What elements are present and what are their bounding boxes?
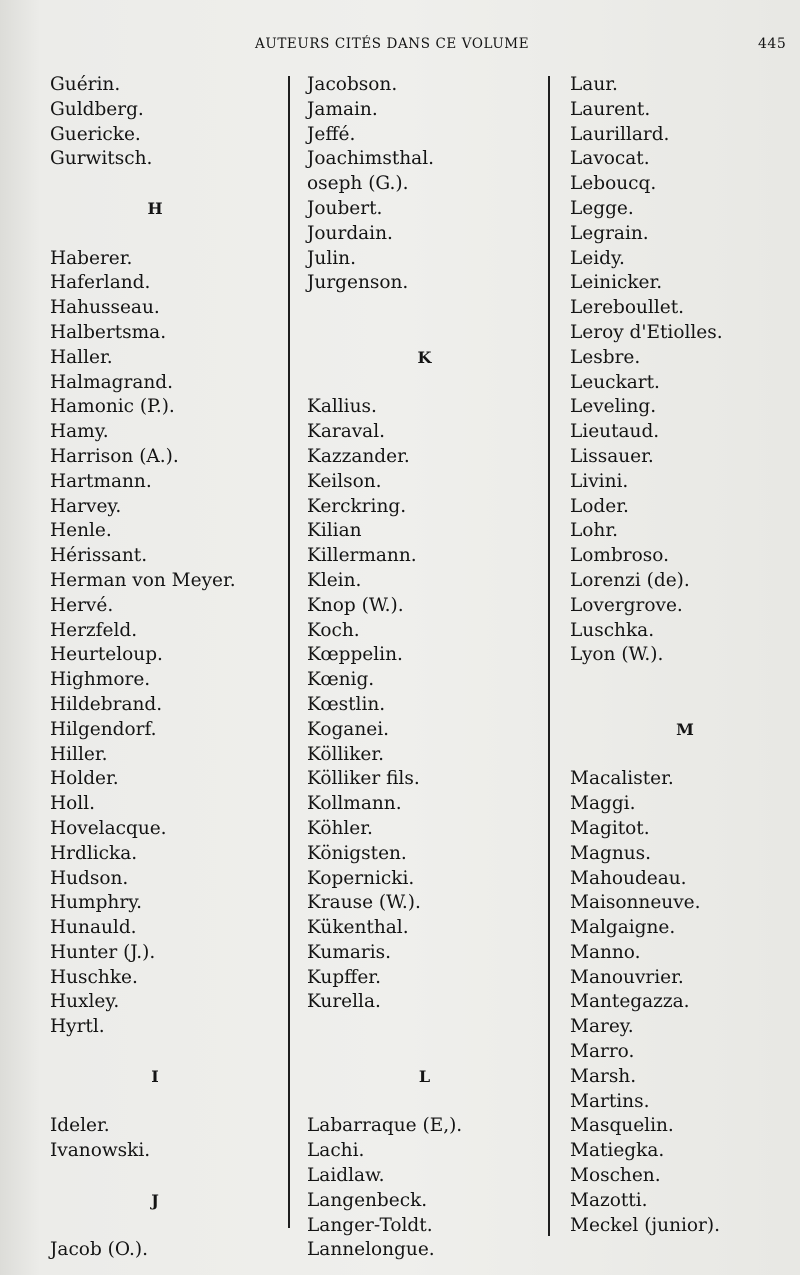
author-entry: Macalister. xyxy=(570,768,674,790)
author-entry: Masquelin. xyxy=(570,1115,674,1137)
author-entry: Malgaigne. xyxy=(570,917,676,939)
author-entry: Lovergrove. xyxy=(570,594,683,616)
author-entry: Highmore. xyxy=(50,669,151,691)
author-entry: Hilgendorf. xyxy=(50,718,157,740)
author-entry: Marsh. xyxy=(570,1065,637,1087)
spacer xyxy=(307,1090,542,1115)
author-entry: Kollmann. xyxy=(307,793,402,815)
author-entry: Karaval. xyxy=(307,421,386,443)
author-entry: Hovelacque. xyxy=(50,817,167,839)
author-entry: oseph (G.). xyxy=(307,173,409,195)
author-entry: Julin. xyxy=(307,247,356,269)
spacer xyxy=(50,1040,260,1065)
author-entry: Labarraque (E,). xyxy=(307,1115,463,1137)
author-entry: Leveling. xyxy=(570,396,657,418)
author-entry: Hamonic (P.). xyxy=(50,396,175,418)
author-entry: Heurteloup. xyxy=(50,644,163,666)
author-entry: Lannelongue. xyxy=(307,1239,435,1261)
section-letter: J xyxy=(151,1190,159,1210)
author-entry: Haferland. xyxy=(50,272,151,294)
author-entry: Marro. xyxy=(570,1041,635,1063)
author-entry: Kurella. xyxy=(307,991,381,1013)
author-entry: Martins. xyxy=(570,1090,650,1112)
author-entry: Langer-Toldt. xyxy=(307,1214,433,1236)
author-entry: Mahoudeau. xyxy=(570,867,687,889)
index-column-1 xyxy=(50,73,260,1263)
author-entry: Haller. xyxy=(50,346,113,368)
section-letter: M xyxy=(676,719,694,739)
spacer xyxy=(50,1164,260,1189)
author-entry: Kölliker fils. xyxy=(307,768,420,790)
author-entry: Leroy d'Etiolles. xyxy=(570,321,723,343)
author-entry: Leinicker. xyxy=(570,272,663,294)
author-entry: Lieutaud. xyxy=(570,421,660,443)
author-entry: Lohr. xyxy=(570,520,619,542)
section-letter: K xyxy=(417,347,432,367)
author-entry: Hahusseau. xyxy=(50,297,160,319)
author-entry: Kumaris. xyxy=(307,941,392,963)
author-entry: Legrain. xyxy=(570,222,649,244)
author-entry: Laur. xyxy=(570,74,618,95)
author-entry: Jourdain. xyxy=(307,222,393,244)
spacer xyxy=(307,1040,542,1065)
spacer xyxy=(50,172,260,197)
author-entry: Jamain. xyxy=(307,98,378,120)
author-entry: Keilson. xyxy=(307,470,382,492)
author-entry: Leuckart. xyxy=(570,371,660,393)
author-entry: Gurwitsch. xyxy=(50,148,153,170)
author-entry: Moschen. xyxy=(570,1165,661,1187)
author-entry: Maggi. xyxy=(570,793,636,815)
author-entry: Magnus. xyxy=(570,842,652,864)
spacer xyxy=(50,1214,260,1239)
spacer xyxy=(307,1015,542,1040)
author-entry: Lorenzi (de). xyxy=(570,569,690,591)
spacer xyxy=(307,321,542,346)
author-entry: Laidlaw. xyxy=(307,1165,385,1187)
author-entry: Jeffé. xyxy=(307,123,356,145)
column-divider xyxy=(548,76,550,1236)
spacer xyxy=(570,693,800,718)
spacer xyxy=(570,668,800,693)
author-entry: Hildebrand. xyxy=(50,693,163,715)
author-entry: Herzfeld. xyxy=(50,619,138,641)
section-letter: L xyxy=(418,1066,431,1086)
author-entry: Kupffer. xyxy=(307,966,381,988)
author-entry: Leidy. xyxy=(570,247,625,269)
author-entry: Lissauer. xyxy=(570,445,654,467)
author-entry: Hyrtl. xyxy=(50,1016,105,1038)
author-entry: Hudson. xyxy=(50,867,129,889)
author-entry: Joachimsthal. xyxy=(307,148,434,170)
author-entry: Magitot. xyxy=(570,817,650,839)
author-entry: Hamy. xyxy=(50,421,109,443)
index-column-2 xyxy=(307,73,542,1263)
running-title: AUTEURS CITÉS DANS CE VOLUME xyxy=(255,36,530,52)
author-entry: Laurillard. xyxy=(570,123,670,145)
author-entry: Ivanowski. xyxy=(50,1140,151,1162)
author-entry: Guericke. xyxy=(50,123,141,145)
author-entry: Guldberg. xyxy=(50,98,144,120)
author-entry: Huxley. xyxy=(50,991,120,1013)
author-entry: Manno. xyxy=(570,941,641,963)
author-entry: Kazzander. xyxy=(307,445,410,467)
author-entry: Loder. xyxy=(570,495,629,517)
author-entry: Koch. xyxy=(307,619,360,641)
author-entry: Marey. xyxy=(570,1016,634,1038)
spacer xyxy=(50,1090,260,1115)
author-entry: Kerckring. xyxy=(307,495,407,517)
column-divider xyxy=(288,76,290,1228)
author-entry: Hiller. xyxy=(50,743,108,765)
author-entry: Hérissant. xyxy=(50,545,148,567)
spacer xyxy=(307,371,542,396)
author-entry: Halmagrand. xyxy=(50,371,174,393)
index-column-3 xyxy=(570,73,800,1238)
author-entry: Manouvrier. xyxy=(570,966,684,988)
author-entry: Langenbeck. xyxy=(307,1189,428,1211)
author-entry: Kallius. xyxy=(307,396,377,418)
author-entry: Laurent. xyxy=(570,98,651,120)
author-entry: Luschka. xyxy=(570,619,655,641)
author-entry: Koganei. xyxy=(307,718,389,740)
author-entry: Hrdlicka. xyxy=(50,842,138,864)
section-letter: I xyxy=(151,1066,159,1086)
author-entry: Harrison (A.). xyxy=(50,445,179,467)
section-letter: H xyxy=(147,198,163,218)
author-entry: Hervé. xyxy=(50,594,114,616)
page-header xyxy=(0,34,800,58)
author-entry: Hunauld. xyxy=(50,917,137,939)
author-entry: Matiegka. xyxy=(570,1140,665,1162)
author-entry: Jacob (O.). xyxy=(50,1239,148,1261)
author-entry: Köhler. xyxy=(307,817,373,839)
author-entry: Livini. xyxy=(570,470,629,492)
author-entry: Lavocat. xyxy=(570,148,650,170)
author-entry: Holder. xyxy=(50,768,119,790)
spacer xyxy=(570,743,800,768)
spacer xyxy=(50,222,260,247)
author-entry: Lereboullet. xyxy=(570,297,685,319)
author-entry: Lachi. xyxy=(307,1140,365,1162)
author-entry: Lesbre. xyxy=(570,346,641,368)
author-entry: Leboucq. xyxy=(570,173,657,195)
author-entry: Herman von Meyer. xyxy=(50,569,236,591)
author-entry: Kœstlin. xyxy=(307,693,386,715)
author-entry: Lombroso. xyxy=(570,545,669,567)
author-entry: Hartmann. xyxy=(50,470,152,492)
author-entry: Kilian xyxy=(307,520,362,542)
author-entry: Knop (W.). xyxy=(307,594,404,616)
author-entry: Kœppelin. xyxy=(307,644,403,666)
author-entry: Haberer. xyxy=(50,247,133,269)
author-entry: Ideler. xyxy=(50,1115,110,1137)
author-entry: Humphry. xyxy=(50,892,143,914)
author-entry: Kükenthal. xyxy=(307,917,409,939)
author-entry: Huschke. xyxy=(50,966,138,988)
author-entry: Mantegazza. xyxy=(570,991,690,1013)
author-entry: Killermann. xyxy=(307,545,417,567)
author-entry: Hunter (J.). xyxy=(50,941,156,963)
author-entry: Halbertsma. xyxy=(50,321,167,343)
author-entry: Jacobson. xyxy=(307,74,398,95)
author-entry: Kölliker. xyxy=(307,743,385,765)
author-entry: Joubert. xyxy=(307,197,383,219)
author-entry: Lyon (W.). xyxy=(570,644,664,666)
author-entry: Legge. xyxy=(570,197,634,219)
author-entry: Mazotti. xyxy=(570,1189,648,1211)
author-entry: Holl. xyxy=(50,793,95,815)
author-entry: Henle. xyxy=(50,520,112,542)
page-number: 445 xyxy=(758,36,787,52)
spacer xyxy=(307,296,542,321)
author-entry: Königsten. xyxy=(307,842,407,864)
author-entry: Krause (W.). xyxy=(307,892,421,914)
author-entry: Klein. xyxy=(307,569,362,591)
author-entry: Kœnig. xyxy=(307,669,375,691)
author-entry: Kopernicki. xyxy=(307,867,415,889)
author-entry: Harvey. xyxy=(50,495,122,517)
author-entry: Meckel (junior). xyxy=(570,1214,720,1236)
author-entry: Maisonneuve. xyxy=(570,892,701,914)
author-entry: Guérin. xyxy=(50,74,121,95)
author-entry: Jurgenson. xyxy=(307,272,409,294)
